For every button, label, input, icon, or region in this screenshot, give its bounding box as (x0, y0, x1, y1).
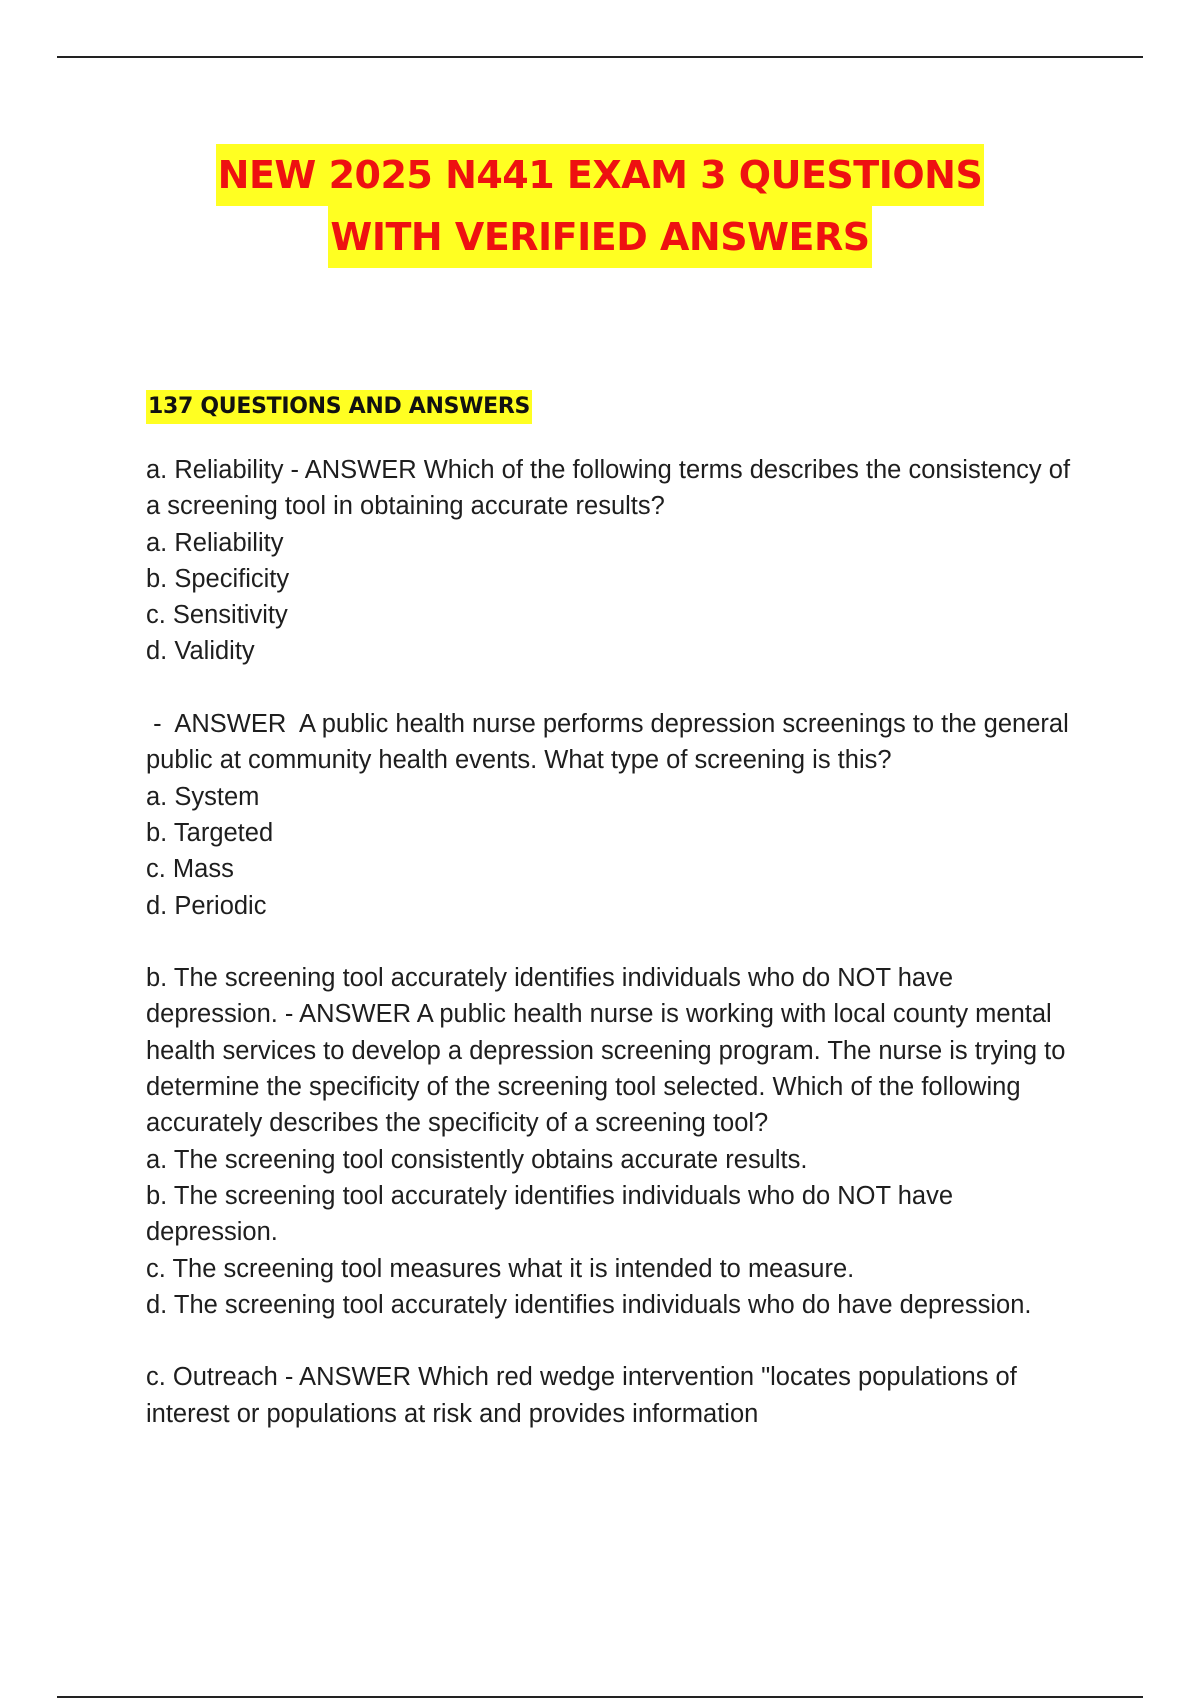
answer-option: d. Validity (146, 637, 255, 666)
answer-option: d. The screening tool accurately identifies individuals who do have depression. (146, 1290, 1032, 1319)
answer-option: c. Mass (146, 855, 234, 884)
question-stem: b. The screening tool accurately identifies individuals who do NOT have depression. - ANSWER A public health nurse is working with local county mental health services to develop a depression screening program. The nurse is trying to determine the specificity of the screening tool selected. Which of the following accurately describes the specificity of a screening tool? (146, 964, 1066, 1138)
title-line-2: WITH VERIFIED ANSWERS (328, 206, 871, 268)
qa-item-3 (146, 960, 1076, 1323)
question-stem: - ANSWER A public health nurse performs depression screenings to the general public at community health events. What type of screening is this? (146, 710, 1076, 775)
answer-option: a. The screening tool consistently obtains accurate results. (146, 1145, 808, 1174)
qa-list (146, 452, 1076, 1432)
answer-option: a. Reliability (146, 528, 284, 557)
answer-option: b. Specificity (146, 564, 290, 593)
answer-option: b. The screening tool accurately identifies individuals who do NOT have depression. (146, 1181, 954, 1247)
qa-item-2 (146, 706, 1076, 924)
document-body (146, 390, 1076, 1468)
header-rule (57, 56, 1143, 58)
answer-option: b. Targeted (146, 818, 274, 847)
document-title (0, 144, 1200, 268)
qa-item-1 (146, 452, 1076, 670)
title-line-1: NEW 2025 N441 EXAM 3 QUESTIONS (216, 144, 985, 206)
questions-count-heading: 137 QUESTIONS AND ANSWERS (146, 390, 532, 424)
question-stem: a. Reliability - ANSWER Which of the following terms describes the consistency of a screening tool in obtaining accurate results? (146, 456, 1071, 521)
answer-option: c. Sensitivity (146, 601, 288, 630)
answer-option: a. System (146, 782, 260, 811)
answer-option: c. The screening tool measures what it is intended to measure. (146, 1254, 855, 1283)
question-stem: c. Outreach - ANSWER Which red wedge intervention "locates populations of interest or populations at risk and provides information (146, 1363, 1017, 1428)
qa-item-4 (146, 1359, 1076, 1432)
answer-option: d. Periodic (146, 891, 267, 920)
footer-rule (57, 1696, 1143, 1698)
